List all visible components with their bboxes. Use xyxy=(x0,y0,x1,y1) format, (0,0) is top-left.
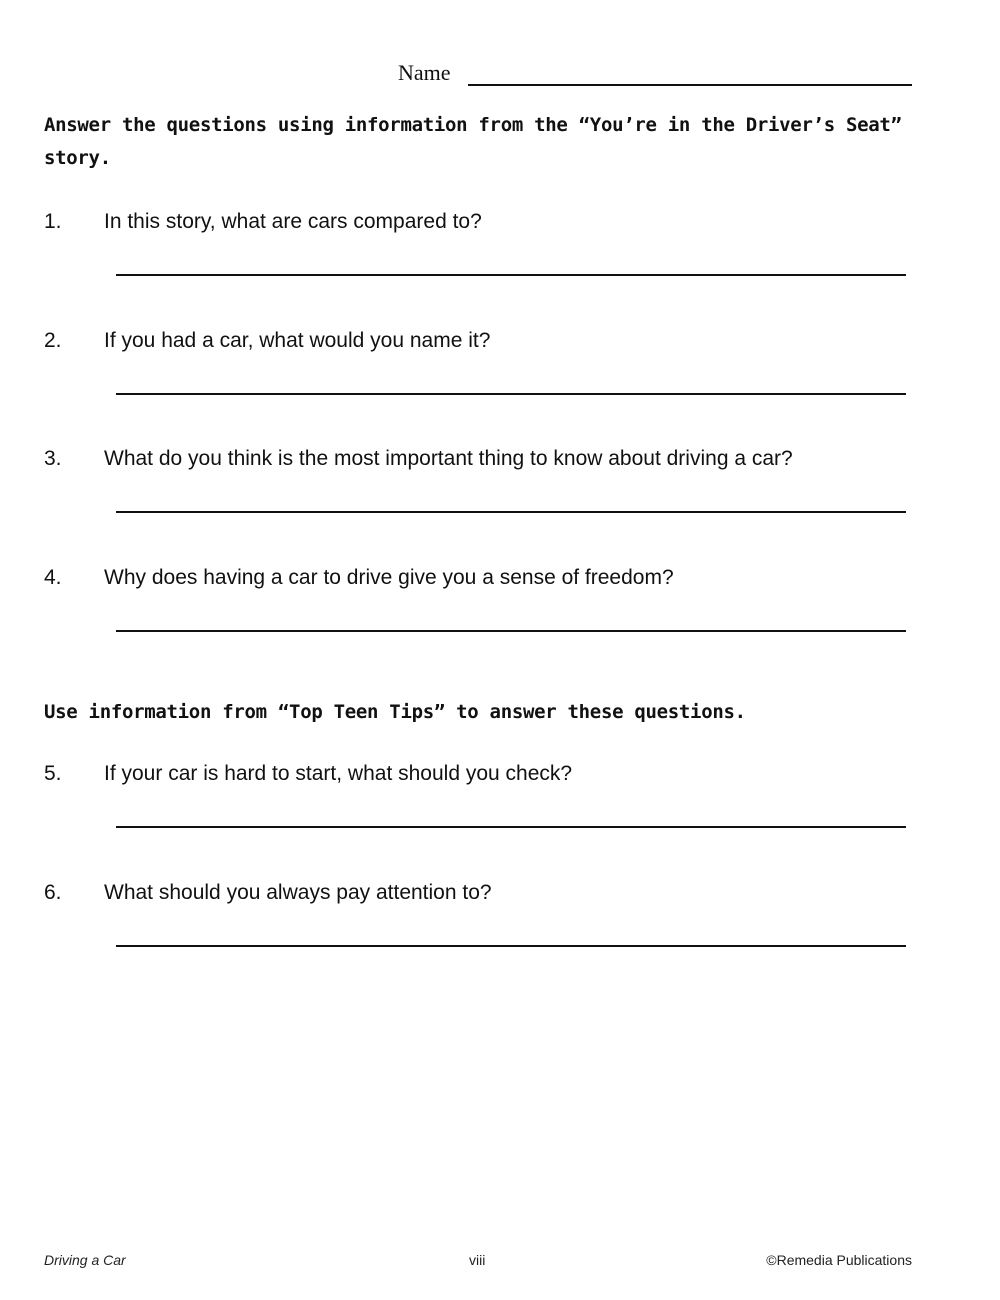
question-text: If your car is hard to start, what should you check? xyxy=(104,762,573,785)
question-number: 2. xyxy=(44,329,62,352)
question-number: 4. xyxy=(44,566,62,589)
name-label: Name xyxy=(398,60,451,85)
question-text: What do you think is the most important thing to know about driving a car? xyxy=(104,447,793,470)
question-text: Why does having a car to drive give you a sense of freedom? xyxy=(104,566,674,589)
footer-title: Driving a Car xyxy=(44,1252,126,1268)
question-1 xyxy=(44,210,924,290)
answer-line[interactable] xyxy=(116,826,906,828)
answer-line[interactable] xyxy=(116,511,906,513)
question-number: 3. xyxy=(44,447,62,470)
question-text: In this story, what are cars compared to? xyxy=(104,210,482,233)
question-3 xyxy=(44,447,924,527)
section1-instructions: Answer the questions using information from the “You’re in the Driver’s Seat” story. xyxy=(44,114,902,169)
footer-publisher: ©Remedia Publications xyxy=(766,1252,912,1268)
answer-line[interactable] xyxy=(116,274,906,276)
answer-line[interactable] xyxy=(116,393,906,395)
question-2 xyxy=(44,329,924,409)
question-text: If you had a car, what would you name it? xyxy=(104,329,491,352)
answer-line[interactable] xyxy=(116,630,906,632)
question-number: 6. xyxy=(44,881,62,904)
answer-line[interactable] xyxy=(116,945,906,947)
name-answer-line[interactable] xyxy=(468,84,912,86)
footer-page-number: viii xyxy=(469,1252,486,1268)
name-row xyxy=(398,60,912,90)
question-5 xyxy=(44,762,924,842)
question-6 xyxy=(44,881,924,961)
section2-instructions: Use information from “Top Teen Tips” to answer these questions. xyxy=(44,701,746,723)
question-number: 1. xyxy=(44,210,62,233)
question-text: What should you always pay attention to? xyxy=(104,881,492,904)
question-number: 5. xyxy=(44,762,62,785)
question-4 xyxy=(44,566,924,646)
